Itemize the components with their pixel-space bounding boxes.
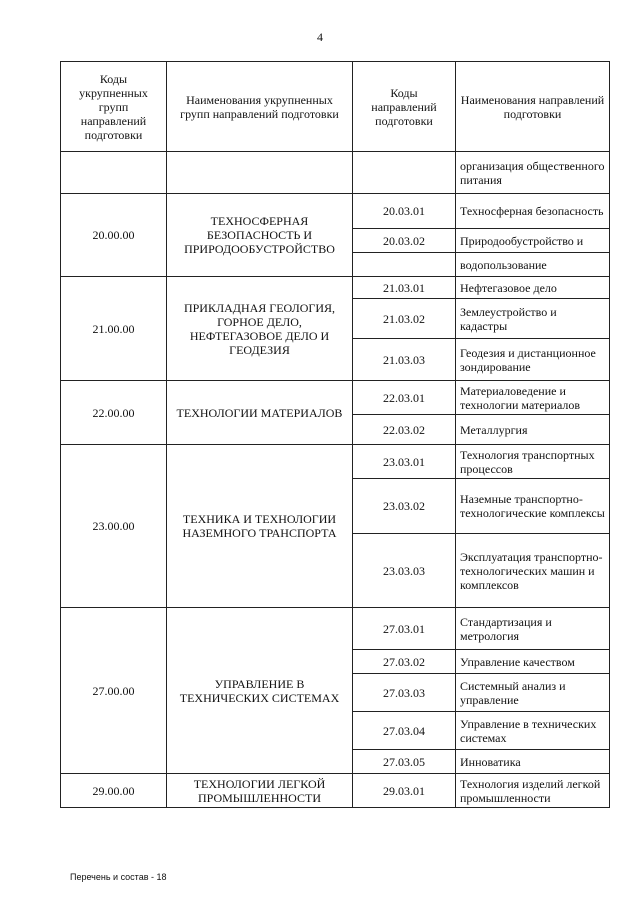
direction-code: 20.03.02 — [353, 229, 456, 253]
continuation-cell: организация общественного питания — [456, 152, 610, 194]
group-code: 21.00.00 — [61, 277, 167, 381]
direction-name: Управление в технических системах — [456, 712, 610, 750]
direction-name: Управление качеством — [456, 650, 610, 674]
direction-name: Технология изделий легкой промышленности — [456, 774, 610, 808]
table-row — [61, 381, 610, 415]
table-row — [61, 774, 610, 808]
table-row — [61, 152, 610, 194]
direction-name: Геодезия и дистанционное зондирование — [456, 339, 610, 381]
direction-code: 20.03.01 — [353, 194, 456, 229]
footer-note: Перечень и состав - 18 — [70, 872, 167, 882]
direction-name: Землеустройство и кадастры — [456, 299, 610, 339]
direction-code: 27.03.01 — [353, 608, 456, 650]
direction-code: 27.03.02 — [353, 650, 456, 674]
table-row — [61, 445, 610, 479]
direction-name: Наземные транспортно-технологические комплексы — [456, 479, 610, 534]
table-row — [61, 194, 610, 229]
header-direction-codes: Коды направлений подготовки — [353, 62, 456, 152]
group-name: ТЕХНОСФЕРНАЯ БЕЗОПАСНОСТЬ И ПРИРОДООБУСТРОЙСТВО — [167, 194, 353, 277]
group-name: ПРИКЛАДНАЯ ГЕОЛОГИЯ, ГОРНОЕ ДЕЛО, НЕФТЕГАЗОВОЕ ДЕЛО И ГЕОДЕЗИЯ — [167, 277, 353, 381]
direction-name: Системный анализ и управление — [456, 674, 610, 712]
group-code: 22.00.00 — [61, 381, 167, 445]
direction-code: 27.03.04 — [353, 712, 456, 750]
direction-name: Нефтегазовое дело — [456, 277, 610, 299]
direction-code: 21.03.02 — [353, 299, 456, 339]
direction-code — [353, 253, 456, 277]
header-group-codes: Коды укрупненных групп направлений подготовки — [61, 62, 167, 152]
group-code: 29.00.00 — [61, 774, 167, 808]
group-name: УПРАВЛЕНИЕ В ТЕХНИЧЕСКИХ СИСТЕМАХ — [167, 608, 353, 774]
direction-name: водопользование — [456, 253, 610, 277]
page-number: 4 — [317, 30, 323, 44]
direction-code: 22.03.02 — [353, 415, 456, 445]
direction-code: 23.03.03 — [353, 534, 456, 608]
group-name: ТЕХНОЛОГИИ МАТЕРИАЛОВ — [167, 381, 353, 445]
group-name: ТЕХНОЛОГИИ ЛЕГКОЙ ПРОМЫШЛЕННОСТИ — [167, 774, 353, 808]
group-code: 27.00.00 — [61, 608, 167, 774]
table-row — [61, 277, 610, 299]
direction-name: Материаловедение и технологии материалов — [456, 381, 610, 415]
direction-code: 23.03.01 — [353, 445, 456, 479]
header-direction-names: Наименования направлений подготовки — [456, 62, 610, 152]
direction-code: 29.03.01 — [353, 774, 456, 808]
direction-code: 23.03.02 — [353, 479, 456, 534]
direction-name: Инноватика — [456, 750, 610, 774]
direction-name: Природообустройство и — [456, 229, 610, 253]
direction-name: Техносферная безопасность — [456, 194, 610, 229]
table-row — [61, 608, 610, 650]
direction-name: Металлургия — [456, 415, 610, 445]
directions-table — [60, 61, 610, 808]
group-code: 20.00.00 — [61, 194, 167, 277]
direction-code: 21.03.01 — [353, 277, 456, 299]
direction-code: 21.03.03 — [353, 339, 456, 381]
group-name: ТЕХНИКА И ТЕХНОЛОГИИ НАЗЕМНОГО ТРАНСПОРТА — [167, 445, 353, 608]
direction-name: Стандартизация и метрология — [456, 608, 610, 650]
group-code: 23.00.00 — [61, 445, 167, 608]
direction-name: Эксплуатация транспортно-технологических машин и комплексов — [456, 534, 610, 608]
table-body — [61, 152, 610, 808]
header-group-names: Наименования укрупненных групп направлений подготовки — [167, 62, 353, 152]
direction-code: 22.03.01 — [353, 381, 456, 415]
direction-code: 27.03.03 — [353, 674, 456, 712]
direction-code: 27.03.05 — [353, 750, 456, 774]
direction-name: Технология транспортных процессов — [456, 445, 610, 479]
